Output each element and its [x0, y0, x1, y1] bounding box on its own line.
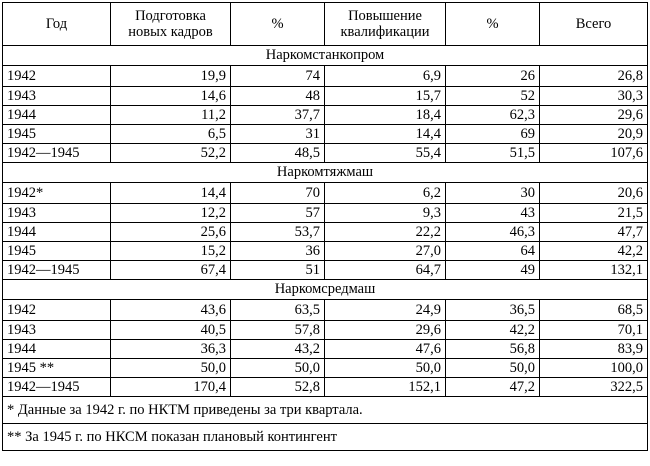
- header-total: Всего: [540, 3, 648, 46]
- footnote-row: [3, 397, 648, 424]
- cell-total: 21,5: [540, 204, 648, 223]
- cell-qualification-percent: 46,3: [446, 223, 540, 242]
- cell-total: 83,9: [540, 340, 648, 359]
- cell-qualification-percent: 26: [446, 66, 540, 87]
- cell-new-staff-percent: 50,0: [231, 359, 325, 378]
- table-row: [3, 223, 648, 242]
- header-row: [3, 3, 648, 46]
- cell-qualification-percent: 64: [446, 242, 540, 261]
- cell-new-staff-percent: 70: [231, 183, 325, 204]
- cell-total: 70,1: [540, 321, 648, 340]
- cell-year: 1942: [3, 300, 111, 321]
- table-row: [3, 300, 648, 321]
- cell-qualification: 55,4: [325, 144, 446, 163]
- table-row: [3, 66, 648, 87]
- cell-qualification: 29,6: [325, 321, 446, 340]
- cell-year: 1945: [3, 242, 111, 261]
- cell-year: 1943: [3, 204, 111, 223]
- cell-total: 107,6: [540, 144, 648, 163]
- cell-new-staff-percent: 63,5: [231, 300, 325, 321]
- cell-total: 47,7: [540, 223, 648, 242]
- cell-new-staff-percent: 31: [231, 125, 325, 144]
- table-row: [3, 125, 648, 144]
- cell-year: 1944: [3, 223, 111, 242]
- cell-new-staff-percent: 37,7: [231, 106, 325, 125]
- cell-year: 1942*: [3, 183, 111, 204]
- cell-total: 30,3: [540, 87, 648, 106]
- cell-new-staff-percent: 51: [231, 261, 325, 280]
- cell-new-staff: 12,2: [111, 204, 231, 223]
- cell-new-staff: 19,9: [111, 66, 231, 87]
- cell-qualification-percent: 69: [446, 125, 540, 144]
- cell-new-staff: 15,2: [111, 242, 231, 261]
- cell-total: 68,5: [540, 300, 648, 321]
- cell-new-staff-percent: 53,7: [231, 223, 325, 242]
- cell-qualification: 22,2: [325, 223, 446, 242]
- cell-qualification: 6,2: [325, 183, 446, 204]
- cell-qualification: 9,3: [325, 204, 446, 223]
- table-row: [3, 204, 648, 223]
- cell-new-staff: 11,2: [111, 106, 231, 125]
- cell-qualification-percent: 47,2: [446, 378, 540, 397]
- cell-qualification: 14,4: [325, 125, 446, 144]
- footnote-1: * Данные за 1942 г. по НКТМ приведены за три квартала.: [3, 397, 648, 424]
- cell-qualification-percent: 49: [446, 261, 540, 280]
- header-new-staff-training: Подготовка новых кадров: [111, 3, 231, 46]
- cell-qualification-percent: 56,8: [446, 340, 540, 359]
- cell-new-staff: 170,4: [111, 378, 231, 397]
- cell-total: 20,9: [540, 125, 648, 144]
- cell-qualification: 64,7: [325, 261, 446, 280]
- cell-new-staff-percent: 52,8: [231, 378, 325, 397]
- table-row: [3, 87, 648, 106]
- cell-year: 1943: [3, 87, 111, 106]
- cell-new-staff-percent: 48: [231, 87, 325, 106]
- table-row: [3, 321, 648, 340]
- cell-qualification-percent: 50,0: [446, 359, 540, 378]
- cell-qualification: 18,4: [325, 106, 446, 125]
- table-row: [3, 144, 648, 163]
- section-row: [3, 163, 648, 183]
- cell-total: 29,6: [540, 106, 648, 125]
- cell-new-staff-percent: 57: [231, 204, 325, 223]
- cell-year: 1944: [3, 340, 111, 359]
- cell-qualification: 24,9: [325, 300, 446, 321]
- cell-new-staff: 14,6: [111, 87, 231, 106]
- cell-new-staff: 67,4: [111, 261, 231, 280]
- cell-new-staff: 6,5: [111, 125, 231, 144]
- cell-year: 1944: [3, 106, 111, 125]
- cell-qualification-percent: 43: [446, 204, 540, 223]
- section-title: Наркомтяжмаш: [3, 163, 648, 183]
- cell-qualification: 15,7: [325, 87, 446, 106]
- cell-new-staff: 36,3: [111, 340, 231, 359]
- cell-new-staff: 25,6: [111, 223, 231, 242]
- cell-total: 20,6: [540, 183, 648, 204]
- cell-qualification-percent: 62,3: [446, 106, 540, 125]
- cell-new-staff: 50,0: [111, 359, 231, 378]
- cell-qualification: 47,6: [325, 340, 446, 359]
- cell-year: 1942—1945: [3, 378, 111, 397]
- cell-qualification: 152,1: [325, 378, 446, 397]
- section-row: [3, 46, 648, 66]
- table-row: [3, 106, 648, 125]
- cell-new-staff: 52,2: [111, 144, 231, 163]
- cell-qualification-percent: 42,2: [446, 321, 540, 340]
- cell-total: 132,1: [540, 261, 648, 280]
- cell-new-staff: 14,4: [111, 183, 231, 204]
- cell-total: 322,5: [540, 378, 648, 397]
- header-percent-1: %: [231, 3, 325, 46]
- cell-new-staff-percent: 57,8: [231, 321, 325, 340]
- cell-new-staff: 43,6: [111, 300, 231, 321]
- cell-total: 42,2: [540, 242, 648, 261]
- cell-year: 1942—1945: [3, 261, 111, 280]
- cell-year: 1945 **: [3, 359, 111, 378]
- table-row: [3, 359, 648, 378]
- header-year: Год: [3, 3, 111, 46]
- cell-qualification: 50,0: [325, 359, 446, 378]
- cell-new-staff-percent: 36: [231, 242, 325, 261]
- cell-total: 100,0: [540, 359, 648, 378]
- header-percent-2: %: [446, 3, 540, 46]
- cell-new-staff-percent: 48,5: [231, 144, 325, 163]
- cell-year: 1942—1945: [3, 144, 111, 163]
- cell-qualification-percent: 36,5: [446, 300, 540, 321]
- section-title: Наркомсредмаш: [3, 280, 648, 300]
- section-row: [3, 280, 648, 300]
- cell-new-staff-percent: 74: [231, 66, 325, 87]
- cell-qualification-percent: 30: [446, 183, 540, 204]
- table-body: [3, 46, 648, 397]
- section-title: Наркомстанкопром: [3, 46, 648, 66]
- cell-qualification-percent: 51,5: [446, 144, 540, 163]
- cell-qualification-percent: 52: [446, 87, 540, 106]
- table-row: [3, 242, 648, 261]
- header-qualification-upgrade: Повышение квалификации: [325, 3, 446, 46]
- cell-new-staff: 40,5: [111, 321, 231, 340]
- cell-total: 26,8: [540, 66, 648, 87]
- table-row: [3, 183, 648, 204]
- cell-year: 1942: [3, 66, 111, 87]
- statistics-table: [2, 2, 648, 451]
- cell-qualification: 6,9: [325, 66, 446, 87]
- cell-year: 1945: [3, 125, 111, 144]
- table-row: [3, 261, 648, 280]
- table-row: [3, 378, 648, 397]
- cell-new-staff-percent: 43,2: [231, 340, 325, 359]
- table-row: [3, 340, 648, 359]
- cell-year: 1943: [3, 321, 111, 340]
- footnote-2: ** За 1945 г. по НКСМ показан плановый контингент: [3, 424, 648, 451]
- cell-qualification: 27,0: [325, 242, 446, 261]
- footnote-row: [3, 424, 648, 451]
